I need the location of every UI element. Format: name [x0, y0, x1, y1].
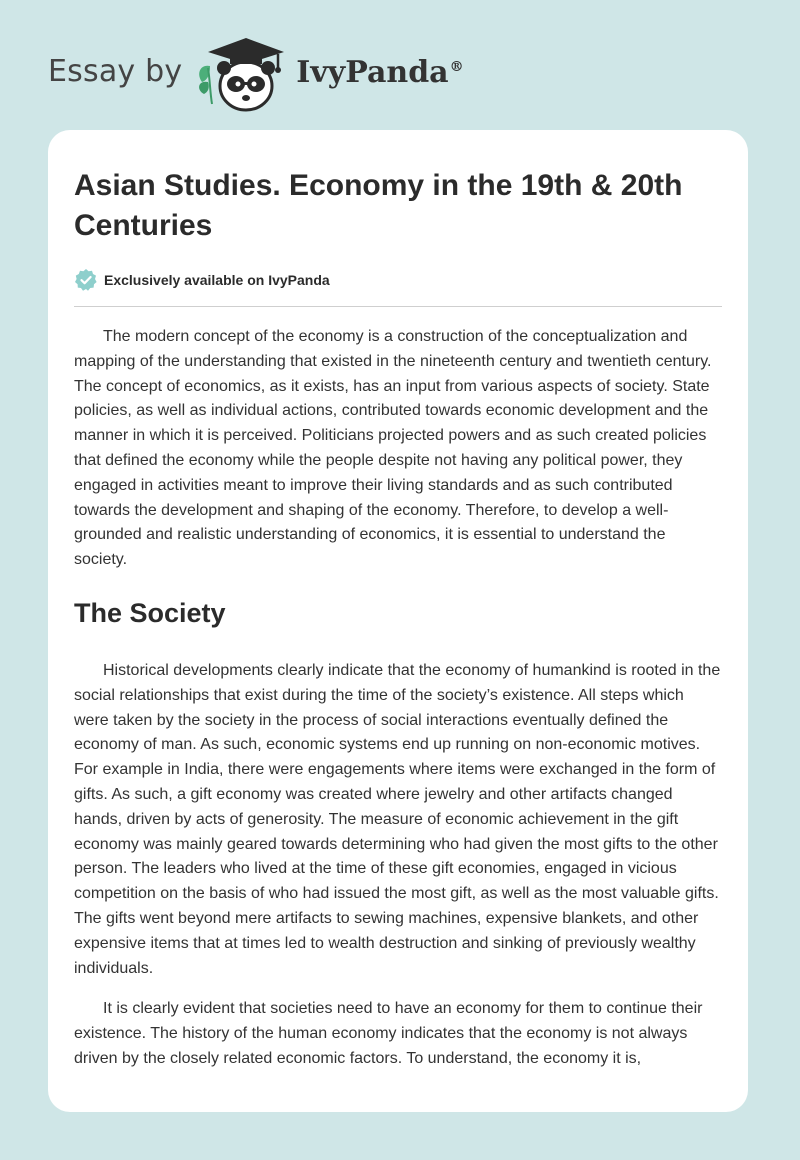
society-paragraph-2: It is clearly evident that societies need to have an economy for them to continue their existence. The history of the human economy indicates that the economy is not always driven by the closely related economic factors. To understand, the economy it is,: [74, 1000, 703, 1067]
essay-by-label: Essay by: [48, 53, 183, 89]
society-paragraph-1: Historical developments clearly indicate that the economy of humankind is rooted in the social relationships that exist during the time of the society’s existence. All steps which were taken by the society in the process of social interactions eventually defined the economy of man. As such, economic systems end up running on non-economic motives. For example in India, there were engagements where items were exchanged in the form of gifts. As such, a gift economy was created where jewelry and other artifacts changed hands, driven by acts of generosity. The measure of economic achievement in the gift economy was mainly geared towards determining who had given the most gifts to the other person. The leaders who lived at the time of these gift economies, engaged in vicious competition on the basis of who had issued the most gift, as well as the most valuable gifts. The gifts went beyond mere artifacts to sewing machines, expensive blankets, and other expensive items that at times led to wealth destruction and sinking of previously wealthy individuals.: [74, 661, 721, 977]
essay-card: [48, 130, 748, 1112]
ivypanda-logo-icon[interactable]: [194, 34, 290, 114]
exclusive-badge-row: [74, 268, 722, 307]
intro-paragraph: The modern concept of the economy is a construction of the conceptualization and mapping of the understanding that existed in the nineteenth century and twentieth century. The concept of economics, as it exists, has an input from various aspects of society. State policies, as well as individual actions, contributed towards economic development and the manner in which it is perceived. Politicians projected powers and as such created policies that defined the economy while the people despite not having any political power, they engaged in activities meant to improve their living standards and as such contributed towards the development and shaping of the economy. Therefore, to develop a well-grounded and realistic understanding of economics, it is essential to understand the society.: [74, 328, 712, 569]
exclusive-label: Exclusively available on IvyPanda: [104, 272, 330, 288]
registered-mark: ®: [449, 58, 464, 75]
brand-name[interactable]: IvyPanda®: [296, 54, 464, 90]
check-badge-icon: [74, 268, 98, 292]
essay-title: Asian Studies. Economy in the 19th & 20th Centuries: [74, 169, 683, 242]
section-heading-society: The Society: [74, 597, 226, 628]
site-header: [48, 34, 464, 114]
